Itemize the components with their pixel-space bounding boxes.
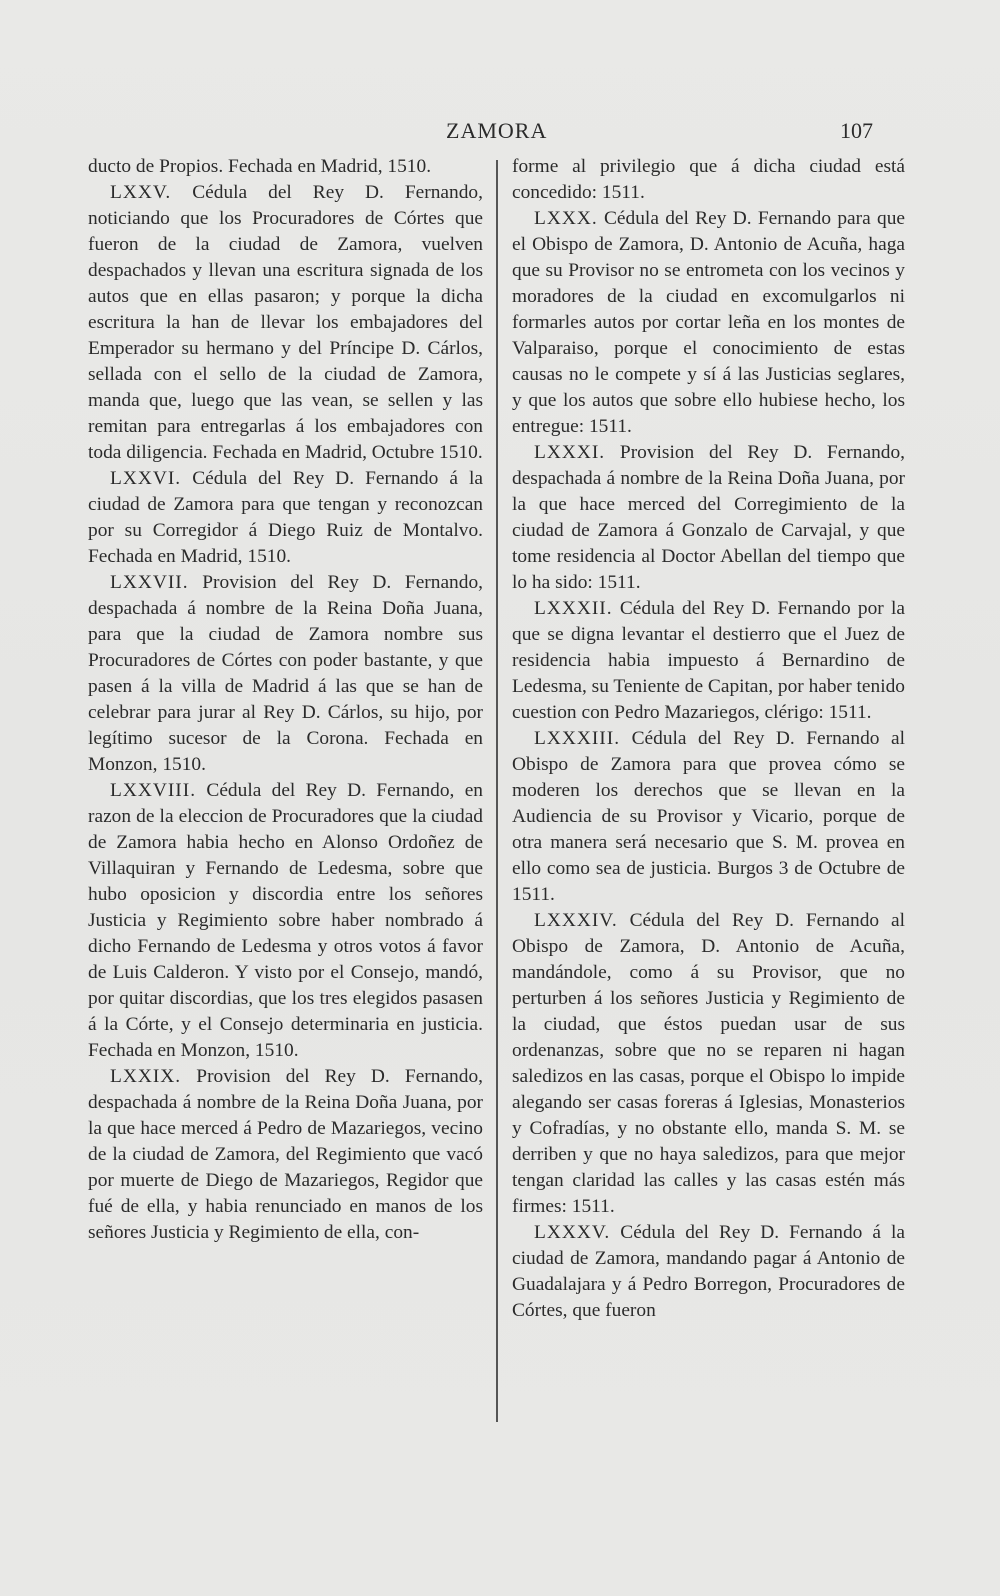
running-head <box>0 118 1000 148</box>
entry-text: Cédula del Rey D. Fernando al Obispo de Zamora, D. Antonio de Acuña, mandándole, como á su Provisor, que no perturben á los señores Justicia y Regimiento de la ciudad, que éstos puedan usar de sus ordenanzas, sobre que no se reparen ni hagan saledizos en las casas, porque el Obispo lo impide alegando ser casas foreras á Iglesias, Monasterios y Cofradías, y no obstante ello, manda S. M. se derriben y que no haya saledizos, para que mejor tengan claridad las calles y las casas estén más firmes: 1511. <box>512 910 905 1217</box>
entry-paragraph <box>88 778 483 1064</box>
entry-paragraph <box>512 596 905 726</box>
entry-text: Cédula del Rey D. Fernando por la que se digna levantar el destierro que el Juez de residencia habia impuesto á Bernardino de Ledesma, su Teniente de Capitan, por haber tenido cuestion con Pedro Mazariegos, clérigo: 1511. <box>512 598 905 723</box>
entry-text: Cédula del Rey D. Fernando á la ciudad de Zamora, mandando pagar á Antonio de Guadalajara y á Pedro Borregon, Procuradores de Córtes, que fueron <box>512 1222 905 1321</box>
entry-number: LXXX. <box>534 208 598 229</box>
continuation-paragraph <box>512 154 905 206</box>
right-column <box>512 154 905 1324</box>
entry-text: Provision del Rey D. Fernando, despachada á nombre de la Reina Doña Juana, por la que hace merced del Corregimiento de la ciudad de Zamora á Gonzalo de Carvajal, y que tome residencia al Doctor Abellan del tiempo que lo ha sido: 1511. <box>512 442 905 593</box>
entry-text: Provision del Rey D. Fernando, despachada á nombre de la Reina Doña Juana, para que la ciudad de Zamora nombre sus Procuradores de Córtes con poder bastante, y que pasen á la villa de Madrid á las que se han de celebrar para jurar al Rey D. Cárlos, su hijo, por legítimo sucesor de la Corona. Fechada en Monzon, 1510. <box>88 572 483 775</box>
entry-paragraph <box>512 726 905 908</box>
running-title: ZAMORA <box>446 118 548 143</box>
entry-text: Cédula del Rey D. Fernando para que el Obispo de Zamora, D. Antonio de Acuña, haga que su Provisor no se entrometa con los vecinos y moradores de la ciudad en excomulgarlos ni formarles autos por cortar leña en los montes de Valparaiso, porque el conocimiento de estas causas no le compete y sí á las Justicias seglares, y que los autos que sobre ello hubiese hecho, los entregue: 1511. <box>512 208 905 437</box>
entry-text: Cédula del Rey D. Fernando, en razon de la eleccion de Procuradores que la ciudad de Zamora habia hecho en Alonso Ordoñez de Villaquiran y Fernando de Ledesma, sobre que hubo oposicion y discordia entre los señores Justicia y Regimiento sobre haber nombrado á dicho Fernando de Ledesma y otros votos á favor de Luis Calderon. Y visto por el Consejo, mandó, por quitar discordias, que los tres elegidos pasasen á la Córte, y el Consejo determinaria en justicia. Fechada en Monzon, 1510. <box>88 780 483 1061</box>
entry-number: LXXVII. <box>110 572 189 593</box>
entry-number: LXXXIV. <box>534 910 618 931</box>
entry-text: Cédula del Rey D. Fernando, noticiando que los Procuradores de Córtes que fueron de la ciudad de Zamora, vuelven despachados y llevan una escritura signada de los autos que en ellas pasaron; y porque la dicha escritura la han de llevar los embajadores del Emperador su hermano y del Príncipe D. Cárlos, sellada con el sello de la ciudad de Zamora, manda que, luego que las vean, se sellen y las remitan para entregarlas á los embajadores con toda diligencia. Fechada en Madrid, Octubre 1510. <box>88 182 483 463</box>
entry-number: LXXV. <box>110 182 172 203</box>
entry-number: LXXXI. <box>534 442 606 463</box>
column-divider <box>496 160 498 1422</box>
entry-number: LXXVIII. <box>110 780 197 801</box>
entry-number: LXXXV. <box>534 1222 611 1243</box>
entry-number: LXXIX. <box>110 1066 182 1087</box>
entry-paragraph <box>512 908 905 1220</box>
entry-paragraph <box>88 570 483 778</box>
continuation-paragraph <box>88 154 483 180</box>
entry-paragraph <box>512 206 905 440</box>
entry-paragraph <box>88 1064 483 1246</box>
entry-paragraph <box>512 1220 905 1324</box>
entry-text: Cédula del Rey D. Fernando al Obispo de Zamora para que provea cómo se moderen los derechos que se llevan en la Audiencia de su Provisor y Vicario, porque de otra manera será necesario que S. M. provea en ello como sea de justicia. Burgos 3 de Octubre de 1511. <box>512 728 905 905</box>
left-column <box>88 154 483 1246</box>
page-number: 107 <box>840 118 873 143</box>
entry-number: LXXVI. <box>110 468 182 489</box>
entry-number: LXXXII. <box>534 598 613 619</box>
entry-number: LXXXIII. <box>534 728 621 749</box>
entry-paragraph <box>512 440 905 596</box>
entry-paragraph <box>88 466 483 570</box>
entry-text: Provision del Rey D. Fernando, despachada á nombre de la Reina Doña Juana, por la que hace merced á Pedro de Mazariegos, vecino de la ciudad de Zamora, del Regimiento que vacó por muerte de Diego de Mazariegos, Regidor que fué de ella, y habia renunciado en manos de los señores Justicia y Regimiento de ella, con- <box>88 1066 483 1243</box>
paragraph-text: ducto de Propios. Fechada en Madrid, 1510. <box>88 156 432 177</box>
paragraph-text: forme al privilegio que á dicha ciudad está concedido: 1511. <box>512 156 905 203</box>
entry-paragraph <box>88 180 483 466</box>
entry-text: Cédula del Rey D. Fernando á la ciudad de Zamora para que tengan y reconozcan por su Corregidor á Diego Ruiz de Montalvo. Fechada en Madrid, 1510. <box>88 468 483 567</box>
